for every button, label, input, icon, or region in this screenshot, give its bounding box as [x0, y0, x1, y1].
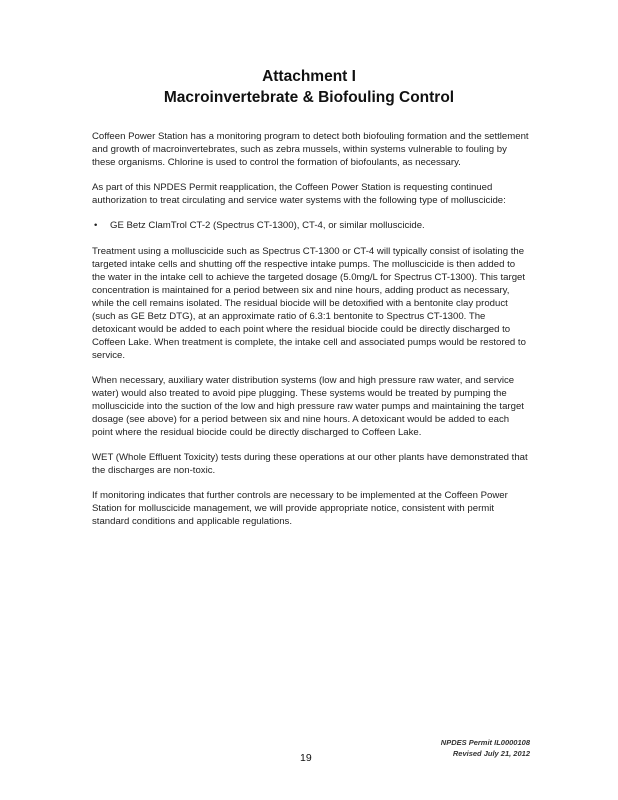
paragraph-further-controls: If monitoring indicates that further controls are necessary to be implemented at the Coffeen Power Station for molluscicide management, we will provide appropriate notice, consistent with permit standard conditions and applicable regulations.: [92, 490, 508, 527]
list-item: • GE Betz ClamTrol CT-2 (Spectrus CT-1300), CT-4, or similar molluscicide.: [92, 219, 530, 232]
paragraph-auxiliary-systems: When necessary, auxiliary water distribution systems (low and high pressure raw water, and service water) would also treated to avoid pipe plugging. These systems would be treated by pumping the molluscicide into the suction of the low and high pressure raw water pumps and maintaining the target dosage (see above) for a period between six and nine hours. A detoxicant would be added to each point where the residual biocide could be directly discharged to Coffeen Lake.: [92, 375, 524, 438]
revision-date: Revised July 21, 2012: [452, 749, 530, 758]
document-body: [92, 130, 530, 540]
attachment-heading: Attachment I: [262, 68, 356, 85]
molluscicide-list: [92, 219, 530, 232]
page-title: Macroinvertebrate & Biofouling Control: [163, 89, 455, 106]
title-block: [0, 66, 618, 108]
paragraph-reapplication: As part of this NPDES Permit reapplication, the Coffeen Power Station is requesting continued authorization to treat circulating and service water systems with the following type of molluscicide:: [92, 182, 506, 206]
paragraph-monitoring-program: Coffeen Power Station has a monitoring program to detect both biofouling formation and the settlement and growth of macroinvertebrates, such as zebra mussels, within systems vulnerable to fouling by these organisms. Chlorine is used to control the formation of biofoulants, as necessary.: [92, 131, 529, 168]
permit-number: NPDES Permit IL0000108: [440, 738, 530, 747]
footer-permit-info: [441, 737, 530, 759]
paragraph-treatment: Treatment using a molluscicide such as Spectrus CT-1300 or CT-4 will typically consist of isolating the targeted intake cells and shutting off the respective intake pumps. The molluscicide is then added to the water in the intake cell to achieve the targeted dosage (5.0mg/L for Spectrus CT-1300). This target concentration is maintained for a period between six and nine hours, adding product as necessary, while the cell remains isolated. The residual biocide will be detoxified with a bentonite clay product (such as GE Betz DTG), at an approximate ratio of 6.3:1 bentonite to Spectrus CT-1300. The detoxicant would be added to each point where the residual biocide could be directly discharged to Coffeen Lake. When treatment is complete, the intake cell and associated pumps would be restored to service.: [92, 246, 526, 361]
paragraph-wet-tests: WET (Whole Effluent Toxicity) tests during these operations at our other plants have demonstrated that the discharges are non-toxic.: [92, 452, 528, 476]
page-number: 19: [300, 752, 312, 764]
